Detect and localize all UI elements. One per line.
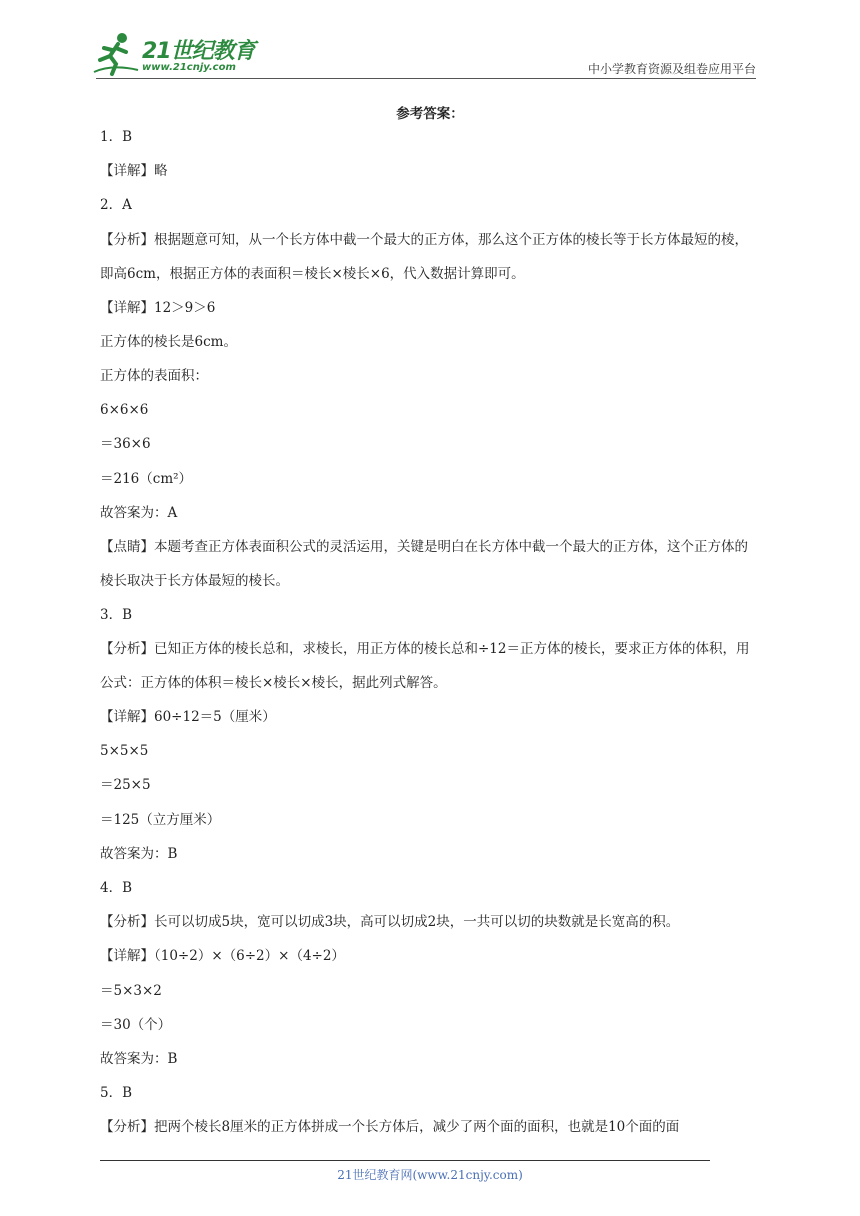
runner-logo-icon [92, 30, 140, 78]
page-title: 参考答案： [396, 106, 464, 122]
answer-line: ＝125（立方厘米） [100, 811, 221, 828]
footer-divider [100, 1160, 710, 1161]
logo-brand-text: 21世纪教育 [142, 39, 255, 64]
logo-url-text: www.21cnjy.com [142, 62, 236, 73]
answer-line: 【点睛】本题考查正方体表面积公式的灵活运用，关键是明白在长方体中截一个最大的正方体，这个正方体的棱长取决于长方体最短的棱长。 [100, 538, 748, 589]
answer-line: ＝30（个） [100, 1016, 172, 1033]
answer-line: 故答案为：B [100, 1050, 178, 1067]
answer-line: 3．B [100, 606, 133, 623]
answer-content [100, 126, 760, 1151]
answer-line: ＝36×6 [100, 436, 151, 453]
answer-line: 【详解】（10÷2）×（6÷2）×（4÷2） [100, 948, 345, 965]
answer-line: 5×5×5 [100, 743, 149, 760]
platform-name: 中小学教育资源及组卷应用平台 [587, 62, 756, 76]
footer-link[interactable]: 21世纪教育网(www.21cnjy.com) [337, 1168, 523, 1182]
answer-line: 【分析】根据题意可知，从一个长方体中截一个最大的正方体，那么这个正方体的棱长等于长方体最短的棱，即高6cm，根据正方体的表面积＝棱长×棱长×6，代入数据计算即可。 [100, 231, 748, 282]
header-divider [96, 78, 756, 79]
answer-line: 故答案为：B [100, 845, 178, 862]
answer-line: ＝216（cm²） [100, 470, 193, 487]
answer-line: 2．A [100, 197, 132, 214]
answer-line: 正方体的棱长是6cm。 [100, 333, 237, 350]
site-logo [92, 30, 262, 80]
answer-line: 故答案为：A [100, 504, 178, 521]
answer-line: 1．B [100, 129, 133, 145]
answer-line: 4．B [100, 880, 133, 896]
answer-line: 【分析】长可以切成5块，宽可以切成3块，高可以切成2块，一共可以切的块数就是长宽高的积。 [100, 914, 680, 931]
answer-line: ＝5×3×2 [100, 982, 162, 999]
answer-line: 【详解】60÷12＝5（厘米） [100, 709, 276, 726]
answer-line: 【分析】已知正方体的棱长总和，求棱长，用正方体的棱长总和÷12＝正方体的棱长，要求正方体的体积，用公式：正方体的体积＝棱长×棱长×棱长，据此列式解答。 [100, 641, 750, 692]
answer-line: 【详解】略 [100, 163, 168, 180]
answer-line: 【详解】12＞9＞6 [100, 299, 216, 316]
answer-line: 正方体的表面积： [100, 367, 208, 384]
answer-line: 【分析】把两个棱长8厘米的正方体拼成一个长方体后，减少了两个面的面积，也就是10个面的面 [100, 1119, 680, 1136]
answer-line: ＝25×5 [100, 777, 151, 794]
answer-line: 6×6×6 [100, 402, 149, 419]
answer-line: 5．B [100, 1085, 133, 1102]
